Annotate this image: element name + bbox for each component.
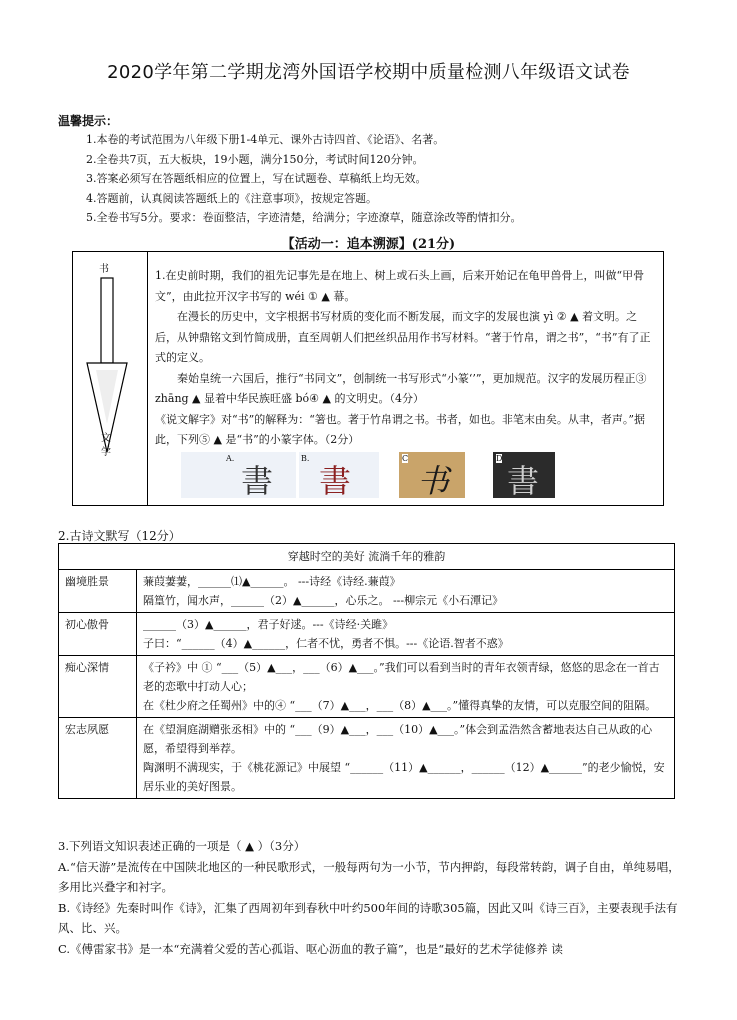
- arrow-bottom-label: 文学: [101, 433, 111, 458]
- dictation-line: 隔篁竹，闻水声，______（2）▲______，心乐之。 ---柳宗元《小石潭记》: [143, 594, 504, 607]
- section1-text: [155, 266, 655, 451]
- option-c-label: C: [402, 454, 409, 463]
- option-b-glyph: 書: [319, 462, 352, 500]
- option-a-label: A.: [226, 454, 235, 463]
- tip-item: 5.全卷书写5分。要求：卷面整洁，字迹清楚，给满分；字迹潦草，随意涂改等酌情扣分。: [86, 211, 522, 224]
- dictation-line: 在《望洞庭湖赠张丞相》中的 “___（9）▲___，___（10）▲___。”体会到孟浩然含蓄地表达自己从政的心愿，希望得到举荐。: [143, 723, 653, 755]
- evolution-arrow-panel: [73, 252, 148, 505]
- q1-paragraph-3: 秦始皇统一六国后，推行“书同文”，创制统一书写形式“小篆‘’”，更加规范。汉字的发展历程正③ zhāng ▲ 显着中华民族旺盛 bó④ ▲ 的文明史。（4分）: [155, 371, 647, 405]
- section1-box: [72, 251, 664, 506]
- seal-script-options: [181, 452, 561, 502]
- table-row: [59, 718, 675, 799]
- table-row: [59, 613, 675, 656]
- option-d-glyph: 書: [507, 462, 540, 500]
- tips-list: [86, 130, 522, 228]
- tip-item: 4.答题前，认真阅读答题纸上的《注意事项》，按规定答题。: [86, 191, 377, 205]
- content-cell[interactable]: [137, 613, 675, 656]
- exam-title: 2020学年第二学期龙湾外国语学校期中质量检测八年级语文试卷: [107, 62, 630, 83]
- option-a-image[interactable]: [181, 452, 296, 498]
- option-c-image[interactable]: [399, 452, 465, 498]
- q3-option-c[interactable]: C.《傅雷家书》是一本“充满着父爱的苦心孤诣、呕心沥血的教子篇”，也是“最好的艺术学徒修养 读: [58, 941, 563, 956]
- q3-option-b[interactable]: B.《诗经》先秦时叫作《诗》，汇集了西周初年到春秋中叶约500年间的诗歌305篇，因此又叫《诗三百》，主要表现手法有风、比、兴。: [58, 900, 678, 935]
- arrow-top-label: 书: [99, 264, 109, 275]
- q2-heading: 2.古诗文默写（12分）: [58, 529, 181, 543]
- content-cell[interactable]: [137, 656, 675, 718]
- theme-cell: 宏志夙愿: [59, 718, 137, 799]
- q3-block: [58, 836, 680, 959]
- option-b-image[interactable]: [299, 452, 379, 498]
- option-c-glyph: 书: [417, 462, 450, 500]
- dictation-line: 蒹葭萋萋，______⑴▲______。 ---诗经《诗经.蒹葭》: [143, 575, 401, 588]
- tip-item: 2.全卷共7页，五大板块，19小题，满分150分，考试时间120分钟。: [86, 152, 424, 166]
- poetry-dictation-table: [58, 543, 675, 799]
- dictation-line: 子曰：“______（4）▲______，仁者不忧，勇者不惧。---《论语.智者不惑》: [143, 637, 509, 650]
- section1-title: 【活动一：追本溯源】(21分): [281, 237, 456, 252]
- option-d-label: D: [496, 454, 503, 463]
- content-cell[interactable]: [137, 718, 675, 799]
- table-row: [59, 656, 675, 718]
- q3-option-a[interactable]: A.“信天游”是流传在中国陕北地区的一种民歌形式，一般每两句为一小节，节内押韵，每段常转韵，调子自由，单纯易唱，多用比兴叠字和衬字。: [58, 859, 680, 894]
- dictation-line: ______（3）▲______，君子好逑。---《诗经·关雎》: [143, 618, 394, 631]
- theme-cell: 幽境胜景: [59, 570, 137, 613]
- tip-item: 1.本卷的考试范围为八年级下册1-4单元、课外古诗四首、《论语》、名著。: [86, 133, 445, 146]
- theme-cell: 初心傲骨: [59, 613, 137, 656]
- q1-paragraph-2: 在漫长的历史中，文字根据书写材质的变化而不断发展，而文字的发展也演 yì ② ▲ 着文明。之后，从钟鼎铭文到竹简成册，直至周朝人们把丝织品用作书写材料。“著于竹帛，谓之书”，“书”有了正式的定义。: [155, 310, 651, 364]
- tip-item: 3.答案必须写在答题纸相应的位置上，写在试题卷、草稿纸上均无效。: [86, 172, 427, 185]
- option-b-label: B.: [301, 454, 310, 463]
- content-cell[interactable]: [137, 570, 675, 613]
- q3-stem: 3.下列语文知识表述正确的一项是（ ▲ ）（3分）: [58, 839, 306, 853]
- option-a-glyph: 書: [241, 462, 274, 500]
- dictation-line: 《子衿》中 ① “___（5）▲___，___（6）▲___。”我们可以看到当时的青年衣领青绿，悠悠的思念在一首古老的恋歌中打动人心；: [143, 661, 660, 693]
- option-d-image[interactable]: [493, 452, 555, 498]
- q1-paragraph-4: 《说文解字》对“书”的解释为：“箸也。著于竹帛谓之书。书者，如也。非笔末由矣。从聿，者声。”据此，下列⑤ ▲ 是“书”的小篆字体。（2分）: [155, 412, 645, 446]
- tips-heading: 温馨提示：: [58, 114, 119, 128]
- table-row: [59, 570, 675, 613]
- theme-cell: 痴心深情: [59, 656, 137, 718]
- q1-paragraph-1: 1.在史前时期，我们的祖先记事先是在地上、树上或石头上画，后来开始记在龟甲兽骨上，叫做“甲骨文”，由此拉开汉字书写的 wéi ① ▲ 幕。: [155, 269, 645, 303]
- dictation-line: 陶渊明不满现实，于《桃花源记》中展望 “______（11）▲______，______（12）▲______”的老少愉悦，安居乐业的美好图景。: [143, 761, 665, 793]
- table-title: 穿越时空的美好 流淌千年的雅韵: [59, 544, 675, 570]
- dictation-line: 在《杜少府之任蜀州》中的④ “___（7）▲___，___（8）▲___。”懂得真挚的友情，可以克服空间的阻隔。: [143, 699, 657, 712]
